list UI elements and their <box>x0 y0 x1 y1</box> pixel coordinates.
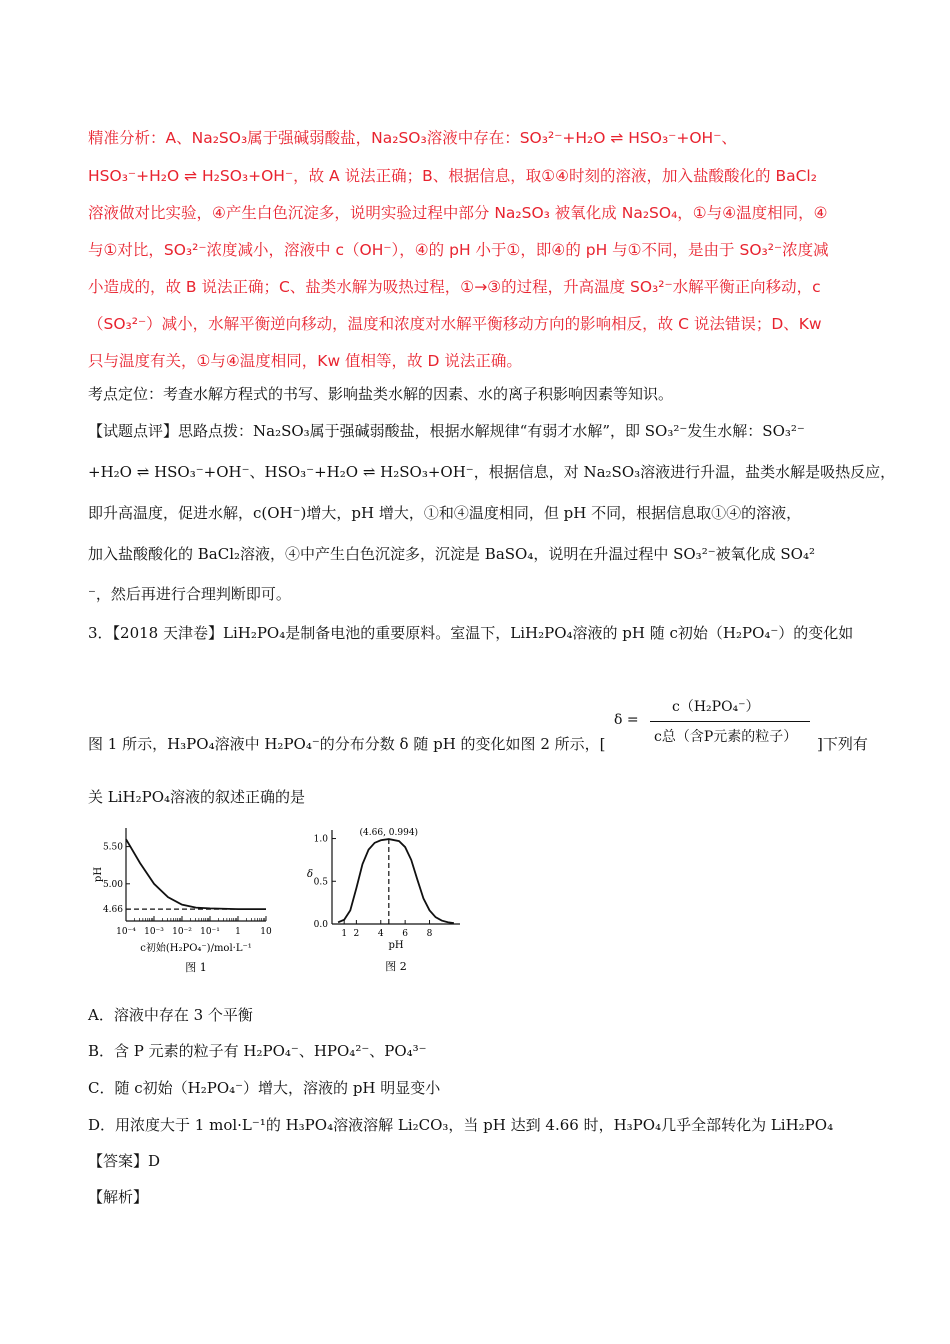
fig1-x-tick-label: 10⁻⁴ <box>116 927 136 937</box>
fig2-x-tick-label: 1 <box>341 929 348 939</box>
question-3-line-3: 关 LiH₂PO₄溶液的叙述正确的是 <box>88 788 306 806</box>
question-3-line-1: 3．【2018 天津卷】LiH₂PO₄是制备电池的重要原料。室温下，LiH₂PO₄溶液的 pH 随 c初始（H₂PO₄⁻）的变化如 <box>88 624 854 642</box>
fig1-x-tick-label: 1 <box>235 927 241 937</box>
analysis-line-2: HSO₃⁻+H₂O ⇌ H₂SO₃+OH⁻，故 A 说法正确；B、根据信息，取①④时刻的溶液，加入盐酸酸化的 BaCl₂ <box>88 167 817 185</box>
fig1-x-label: c初始(H₂PO₄⁻)/mol·L⁻¹ <box>140 943 252 954</box>
fig1-y-label: pH <box>93 866 104 883</box>
dianping-line-3: 即升高温度，促进水解，c(OH⁻)增大，pH 增大，①和④温度相同，但 pH 不同，根据信息取①④的溶液， <box>88 504 802 522</box>
fig1-x-tick-label: 10⁻¹ <box>200 927 220 937</box>
kaodian-line: 考点定位：考查水解方程式的书写、影响盐类水解的因素、水的离子积影响因素等知识。 <box>88 385 674 403</box>
fig2-y-tick-label: 0.5 <box>313 877 328 888</box>
fig1-x-tick-label: 10⁻³ <box>144 927 164 937</box>
question-3-line-2: 图 1 所示，H₃PO₄溶液中 H₂PO₄⁻的分布分数 δ 随 pH 的变化如图 2 所示，[ <box>88 735 606 753</box>
analysis-line-3: 溶液做对比实验，④产生白色沉淀多，说明实验过程中部分 Na₂SO₃ 被氧化成 Na₂SO₄，①与④温度相同，④ <box>88 204 828 222</box>
jiexi-heading: 【解析】 <box>88 1188 149 1206</box>
fraction-bar <box>650 721 810 722</box>
fig1-y-tick-label: 5.00 <box>102 879 123 890</box>
fig2-x-tick-label: 2 <box>353 929 360 939</box>
option-c: C．随 c初始（H₂PO₄⁻）增大，溶液的 pH 明显变小 <box>88 1079 441 1097</box>
fig1-y-tick-label: 4.66 <box>102 905 123 916</box>
fig2-x-tick-label: 6 <box>402 929 409 939</box>
answer-line: 【答案】D <box>88 1152 161 1170</box>
fig2-title: 图 2 <box>385 960 407 973</box>
figure-1-chart <box>86 818 286 983</box>
dianping-line-2: +H₂O ⇌ HSO₃⁻+OH⁻、HSO₃⁻+H₂O ⇌ H₂SO₃+OH⁻，根据信息，对 Na₂SO₃溶液进行升温，盐类水解是吸热反应， <box>88 463 896 481</box>
formula-lhs: δ = <box>614 712 639 728</box>
fig1-series-line <box>126 839 266 909</box>
analysis-line-5: 小造成的，故 B 说法正确；C、盐类水解为吸热过程，①→③的过程，升高温度 SO₃²⁻水解平衡正向移动，c <box>88 278 821 296</box>
fig2-y-label: δ <box>306 869 314 880</box>
option-d: D．用浓度大于 1 mol·L⁻¹的 H₃PO₄溶液溶解 Li₂CO₃，当 pH 达到 4.66 时，H₃PO₄几乎全部转化为 LiH₂PO₄ <box>88 1116 834 1134</box>
dianping-line-4: 加入盐酸酸化的 BaCl₂溶液，④中产生白色沉淀多，沉淀是 BaSO₄，说明在升温过程中 SO₃²⁻被氧化成 SO₄² <box>88 545 815 563</box>
dianping-line-5: ⁻，然后再进行合理判断即可。 <box>88 585 291 603</box>
fig1-title: 图 1 <box>185 961 207 974</box>
dianping-line-1: 【试题点评】思路点拨：Na₂SO₃属于强碱弱酸盐，根据水解规律“有弱才水解”，即 SO₃²⁻发生水解：SO₃²⁻ <box>88 422 805 440</box>
analysis-line-7: 只与温度有关，①与④温度相同，Kw 值相等，故 D 说法正确。 <box>88 352 522 370</box>
fig1-x-tick-label: 10 <box>260 927 272 937</box>
figure-2-chart <box>300 818 470 983</box>
option-a: A．溶液中存在 3 个平衡 <box>88 1006 253 1024</box>
fig2-x-tick-label: 4 <box>377 929 384 939</box>
formula-numerator: c（H₂PO₄⁻） <box>672 699 760 715</box>
fig2-x-tick-label: 8 <box>426 929 433 939</box>
question-3-line-2-tail: ]下列有 <box>817 735 868 753</box>
fig2-y-tick-label: 0.0 <box>313 920 328 930</box>
fig1-x-tick-label: 10⁻² <box>172 927 192 937</box>
fig2-y-tick-label: 1.0 <box>313 834 328 845</box>
analysis-line-6: （SO₃²⁻）减小，水解平衡逆向移动，温度和浓度对水解平衡移动方向的影响相反，故 C 说法错误；D、Kw <box>88 315 822 333</box>
fig1-y-tick-label: 5.50 <box>102 842 123 853</box>
analysis-line-4: 与①对比，SO₃²⁻浓度减小，溶液中 c（OH⁻），④的 pH 小于①，即④的 pH 与①不同，是由于 SO₃²⁻浓度减 <box>88 241 829 259</box>
analysis-line-1: 精准分析：A、Na₂SO₃属于强碱弱酸盐，Na₂SO₃溶液中存在：SO₃²⁻+H₂O ⇌ HSO₃⁻+OH⁻、 <box>88 129 737 147</box>
delta-formula <box>612 694 812 750</box>
fig2-series-line <box>338 839 454 923</box>
option-b: B．含 P 元素的粒子有 H₂PO₄⁻、HPO₄²⁻、PO₄³⁻ <box>88 1042 427 1060</box>
fig2-peak-annotation: (4.66, 0.994) <box>359 828 419 839</box>
formula-denominator: c总（含P元素的粒子） <box>654 729 798 745</box>
fig2-x-label: pH <box>388 940 404 951</box>
